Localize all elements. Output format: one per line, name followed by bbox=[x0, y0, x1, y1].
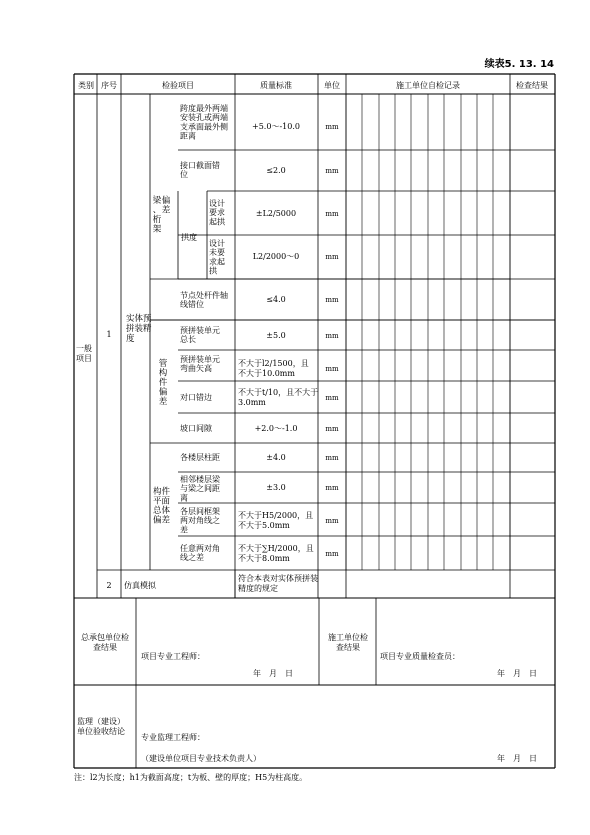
sign-inspector: 项目专业质量检查员： bbox=[380, 652, 460, 661]
sign-supervision-label: 监理（建设）单位验收结论 bbox=[77, 717, 125, 736]
row-unit: mm bbox=[325, 550, 339, 558]
row-standard: ±4.0 bbox=[266, 453, 286, 462]
row-standard: ≤4.0 bbox=[266, 295, 286, 304]
arch-label: 拱度 bbox=[181, 233, 197, 242]
row-unit: mm bbox=[325, 296, 339, 304]
header-seq: 序号 bbox=[101, 81, 117, 90]
header-standard: 质量标准 bbox=[260, 81, 292, 90]
subgroup-plane: 构件平面总体偏差 bbox=[153, 487, 171, 526]
sign-supervisor: 专业监理工程师： bbox=[141, 733, 205, 742]
seq-2: 2 bbox=[106, 581, 112, 590]
row-unit: mm bbox=[325, 365, 339, 373]
row-standard: +5.0～-10.0 bbox=[252, 122, 300, 131]
row-item-label: 对口错边 bbox=[180, 393, 212, 402]
sign-engineer: 项目专业工程师： bbox=[141, 652, 205, 661]
row-standard: 不大于t/10，且不大于 3.0mm bbox=[238, 388, 319, 407]
sign-owner: （建设单位项目专业技术负责人） bbox=[141, 754, 261, 763]
table-title: 续表5. 13. 14 bbox=[484, 59, 554, 70]
row-item-label: 预拼装单元弯曲矢高 bbox=[180, 355, 220, 374]
group-assembly: 实体预拼装精度 bbox=[126, 314, 152, 344]
row-unit: mm bbox=[325, 454, 339, 462]
row-item-label: 跨度最外两端安装孔或两端支承面最外侧距离 bbox=[180, 104, 228, 141]
row-item-label: 接口截面错位 bbox=[180, 161, 220, 180]
subgroup-beam: 梁、桁架偏差 bbox=[152, 196, 171, 235]
row-unit: mm bbox=[325, 253, 339, 261]
footnote: 注：l2为长度；h1为截面高度；t为板、壁的厚度；H5为柱高度。 bbox=[74, 773, 308, 782]
row-unit: mm bbox=[325, 123, 339, 131]
header-unit: 单位 bbox=[324, 81, 340, 90]
sign-date-right: 年 月 日 bbox=[497, 669, 537, 678]
row-unit: mm bbox=[325, 332, 339, 340]
row-item-label: 各楼层柱距 bbox=[180, 453, 220, 462]
row-standard: ±5.0 bbox=[266, 331, 286, 340]
row-standard: 不大于H5/2000，且不大于5.0mm bbox=[238, 511, 314, 530]
header-category: 类别 bbox=[78, 81, 94, 90]
row-unit: mm bbox=[325, 210, 339, 218]
sign-date-bottom: 年 月 日 bbox=[497, 754, 537, 763]
row-unit: mm bbox=[325, 167, 339, 175]
seq-1: 1 bbox=[106, 330, 112, 339]
row-item-label: 设计未要求起拱 bbox=[209, 239, 225, 276]
subgroup-tube: 管构件偏差 bbox=[158, 359, 168, 407]
row-item-label: 相邻楼层梁与梁之间距离 bbox=[180, 475, 220, 503]
category-general: 一般项目 bbox=[76, 344, 92, 363]
row-item-label: 各层间框架两对角线之差 bbox=[180, 507, 220, 535]
row-unit: mm bbox=[325, 425, 339, 433]
row-item-label: 任意两对角线之差 bbox=[180, 544, 220, 563]
row-standard: 不大于l2/1500，且不大于10.0mm bbox=[238, 359, 309, 378]
header-result: 检查结果 bbox=[516, 81, 548, 90]
row-unit: mm bbox=[325, 517, 339, 525]
row-standard: 不大于∑H/2000，且不大于8.0mm bbox=[238, 544, 314, 563]
row-item-label: 坡口间隙 bbox=[180, 424, 212, 433]
row-item-label: 预拼装单元总长 bbox=[180, 326, 220, 345]
row-unit: mm bbox=[325, 394, 339, 402]
row-item-label: 节点处杆件轴线错位 bbox=[180, 291, 228, 310]
sign-general-contractor-label: 总承包单位检查结果 bbox=[81, 633, 129, 652]
sim-item-label: 仿真模拟 bbox=[124, 581, 156, 590]
row-standard: ±3.0 bbox=[266, 483, 286, 492]
sign-construction-unit-label: 施工单位检查结果 bbox=[328, 633, 368, 652]
row-standard: +2.0～-1.0 bbox=[254, 424, 298, 433]
header-self-check: 施工单位自检记录 bbox=[396, 81, 460, 90]
sign-date-left: 年 月 日 bbox=[253, 669, 293, 678]
row-unit: mm bbox=[325, 484, 339, 492]
row-standard: L2/2000～0 bbox=[252, 252, 300, 261]
row-standard: ±L2/5000 bbox=[255, 209, 297, 218]
row-item-label: 设计要求起拱 bbox=[209, 199, 225, 227]
row-standard: ≤2.0 bbox=[266, 166, 286, 175]
header-item: 检验项目 bbox=[162, 81, 194, 90]
sim-standard: 符合本表对实体预拼装精度的规定 bbox=[238, 574, 318, 593]
